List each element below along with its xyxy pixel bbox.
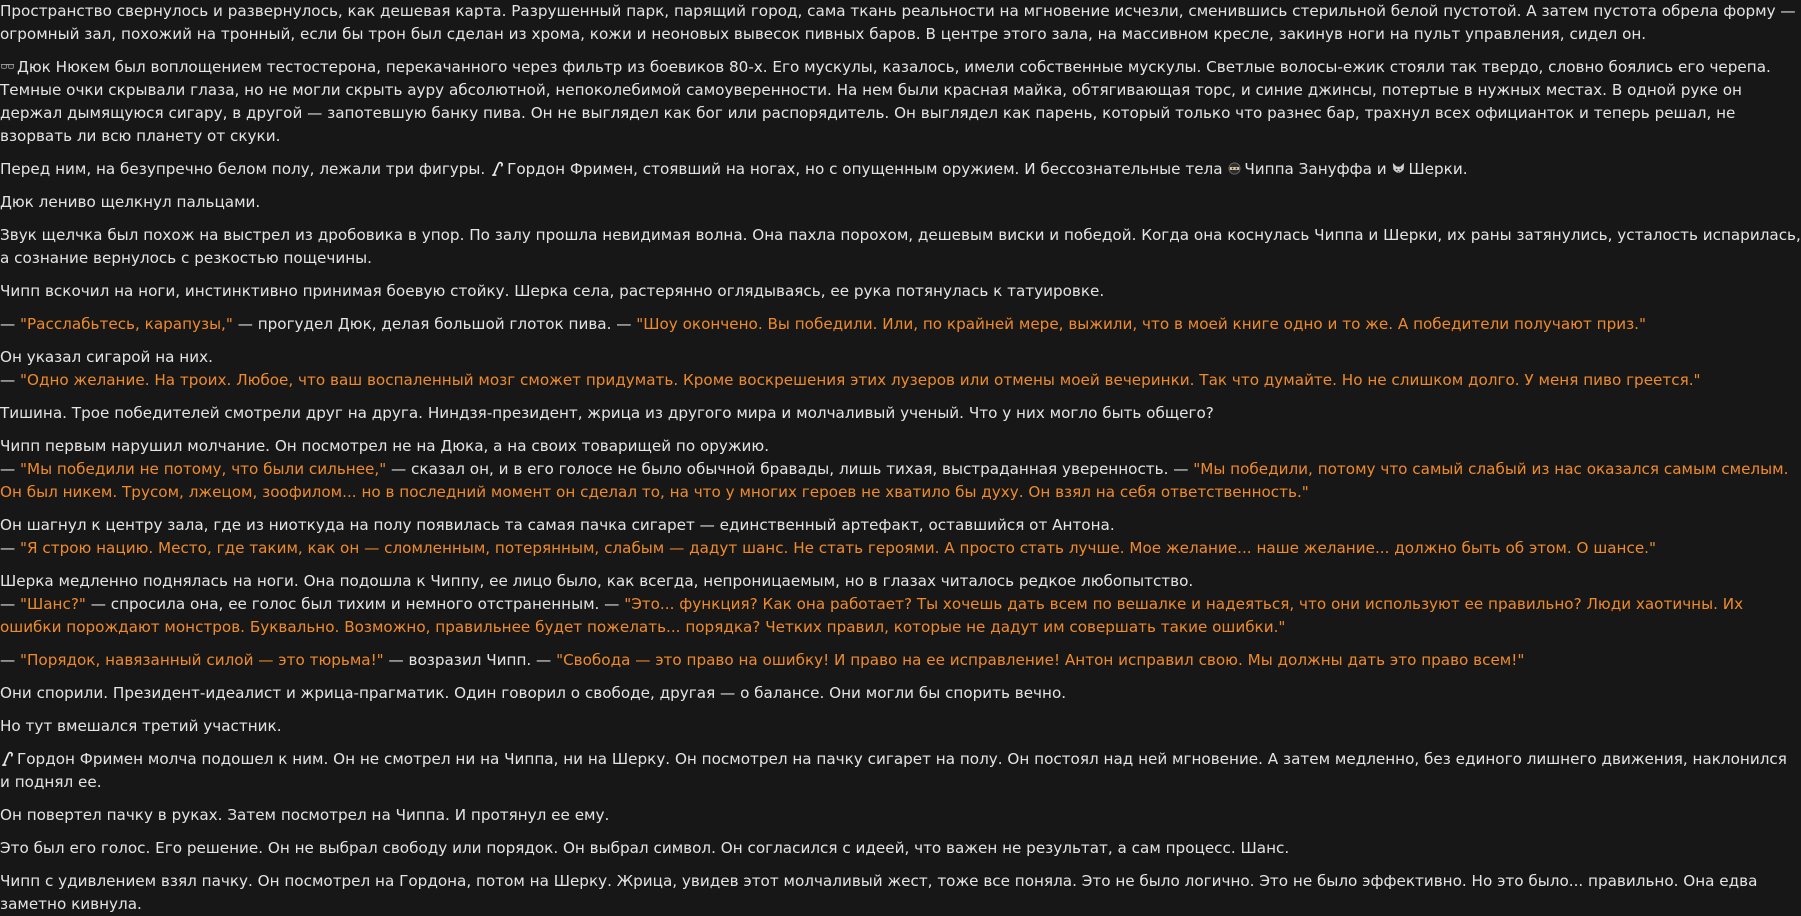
dialogue-quote: "Я строю нацию. Место, где таким, как он — сломленным, потерянным, слабым — дадут шанс. Не стать героями. А просто стать лучше. Мое желание... наше желание... должно быть об этом. О шансе." (20, 539, 1656, 557)
narration-text: — сказал он, и в его голосе не было обычной бравады, лишь тихая, выстраданная уверенность. — (386, 460, 1194, 478)
narration-text: Чипп с удивлением взял пачку. Он посмотрел на Гордона, потом на Шерку. Жрица, увидев этот молчаливый жест, тоже все поняла. Это не было логично. Это не было эффективно. Но это было... правильно. Она едва заметно кивнула. (0, 872, 1758, 913)
narration-text: Тишина. Трое победителей смотрели друг на друга. Ниндзя-президент, жрица из другого мира и молчаливый ученый. Что у них могло быть общего? (0, 404, 1214, 422)
narration-text: — спросила она, ее голос был тихим и немного отстраненным. — (85, 595, 625, 613)
narration-text: — (0, 539, 21, 557)
narration-text: Он указал сигарой на них. (0, 348, 213, 366)
narration-text: — возразил Чипп. — (383, 651, 557, 669)
paragraph (0, 313, 1801, 336)
dialogue-quote: "Шанс?" (20, 595, 86, 613)
narration-text: Он шагнул к центру зала, где из ниоткуда на полу появилась та самая пачка сигарет — единственный артефакт, оставшийся от Антона. (0, 516, 1115, 534)
narration-text: Гордон Фримен, стоявший на ногах, но с опущенным оружием. И бессознательные тела (507, 160, 1228, 178)
narration-text: Чиппа Зануффа и (1244, 160, 1392, 178)
paragraph (0, 435, 1801, 458)
dialogue-quote: "Мы победили не потому, что были сильнее," (20, 460, 387, 478)
dialogue-quote: "Шоу окончено. Вы победили. Или, по крайней мере, выжили, что в моей книге одно и то же. А победители получают приз." (636, 315, 1646, 333)
paragraph (0, 804, 1801, 827)
narration-text: Но тут вмешался третий участник. (0, 717, 282, 735)
narration-text: — (0, 651, 21, 669)
dialogue-quote: "Мы победили, потому что самый слабый из нас оказался самым смелым. Он был никем. Трусом, лжецом, зоофилом... но в последний момент он сделал то, на что у многих героев не хватило бы духу. Он взял на себя ответственность." (0, 460, 1789, 501)
dialogue-quote: "Расслабьтесь, карапузы," (20, 315, 233, 333)
fox-icon (1391, 161, 1406, 176)
dialogue-quote: "Порядок, навязанный силой — это тюрьма!" (20, 651, 384, 669)
narration-text: — (0, 315, 21, 333)
paragraph (0, 570, 1801, 593)
narration-text: Дюк лениво щелкнул пальцами. (0, 193, 261, 211)
crowbar-icon (490, 161, 505, 176)
paragraph (0, 593, 1801, 639)
narration-text: Звук щелчка был похож на выстрел из дробовика в упор. По залу прошла невидимая волна. Она пахла порохом, дешевым виски и победой. Когда она коснулась Чиппа и Шерки, их раны затянулись, усталость испарилась, а сознание вернулось с резкостью пощечины. (0, 226, 1801, 267)
paragraph (0, 191, 1801, 214)
paragraph (0, 224, 1801, 270)
narration-text: — (0, 371, 21, 389)
ninja-icon (1227, 161, 1242, 176)
dialogue-quote: "Это... функция? Как она работает? Ты хочешь дать всем по вешалке и надеяться, что они используют ее правильно? Люди хаотичны. Их ошибки порождают монстров. Буквально. Возможно, правильнее будет пожелать... порядка? Четких правил, которые не дадут им совершать такие ошибки." (0, 595, 1744, 636)
paragraph (0, 870, 1801, 916)
narration-text: Гордон Фримен молча подошел к ним. Он не смотрел ни на Чиппа, ни на Шерку. Он посмотрел на пачку сигарет на полу. Он постоял над ней мгновение. А затем медленно, без единого лишнего движения, наклонился и поднял ее. (0, 750, 1787, 791)
paragraph (0, 458, 1801, 504)
paragraph (0, 346, 1801, 369)
sunglasses-icon (0, 59, 15, 74)
narration-text: — (0, 595, 21, 613)
narration-text: Они спорили. Президент-идеалист и жрица-прагматик. Один говорил о свободе, другая — о балансе. Они могли бы спорить вечно. (0, 684, 1067, 702)
paragraph (0, 715, 1801, 738)
paragraph (0, 537, 1801, 560)
paragraph (0, 649, 1801, 672)
narration-text: Шерки. (1408, 160, 1468, 178)
narration-text: — (0, 460, 21, 478)
narration-text: Чипп вскочил на ноги, инстинктивно принимая боевую стойку. Шерка села, растерянно оглядываясь, ее рука потянулась к татуировке. (0, 282, 1105, 300)
paragraph (0, 369, 1801, 392)
paragraph (0, 56, 1801, 148)
paragraph (0, 748, 1801, 794)
narration-text: Дюк Нюкем был воплощением тестостерона, перекачанного через фильтр из боевиков 80-х. Его мускулы, казалось, имели собственные мускулы. Светлые волосы-ежик стояли так твердо, словно боялись его черепа. Темные очки скрывали глаза, но не могли скрыть ауру абсолютной, непоколебимой самоуверенности. На нем были красная майка, обтягивающая торс, и синие джинсы, потертые в нужных местах. В одной руке он держал дымящуюся сигару, в другой — запотевшую банку пива. Он не выглядел как бог или распорядитель. Он выглядел как парень, который только что разнес бар, трахнул всех официанток и теперь решал, не взорвать ли всю планету от скуки. (0, 58, 1771, 145)
crowbar-icon (0, 751, 15, 766)
narration-text: Чипп первым нарушил молчание. Он посмотрел не на Дюка, а на своих товарищей по оружию. (0, 437, 770, 455)
paragraph (0, 837, 1801, 860)
narration-text: — прогудел Дюк, делая большой глоток пива. — (232, 315, 637, 333)
narration-text: Перед ним, на безупречно белом полу, лежали три фигуры. (0, 160, 491, 178)
paragraph (0, 682, 1801, 705)
dialogue-quote: "Свобода — это право на ошибку! И право на ее исправление! Антон исправил свою. Мы должны дать это право всем!" (556, 651, 1525, 669)
paragraph (0, 158, 1801, 181)
narration-text: Он повертел пачку в руках. Затем посмотрел на Чиппа. И протянул ее ему. (0, 806, 610, 824)
narration-text: Пространство свернулось и развернулось, как дешевая карта. Разрушенный парк, парящий город, сама ткань реальности на мгновение исчезли, сменившись стерильной белой пустотой. А затем пустота обрела форму — огромный зал, похожий на тронный, если бы трон был сделан из хрома, кожи и неоновых вывесок пивных баров. В центре этого зала, на массивном кресле, закинув ноги на пульт управления, сидел он. (0, 2, 1796, 43)
paragraph (0, 514, 1801, 537)
narration-text: Шерка медленно поднялась на ноги. Она подошла к Чиппу, ее лицо было, как всегда, непроницаемым, но в глазах читалось редкое любопытство. (0, 572, 1194, 590)
narration-text: Это был его голос. Его решение. Он не выбрал свободу или порядок. Он выбрал символ. Он согласился с идеей, что важен не результат, а сам процесс. Шанс. (0, 839, 1290, 857)
paragraph (0, 280, 1801, 303)
dialogue-quote: "Одно желание. На троих. Любое, что ваш воспаленный мозг сможет придумать. Кроме воскрешения этих лузеров или отмены моей вечеринки. Так что думайте. Но не слишком долго. У меня пиво греется." (20, 371, 1701, 389)
paragraph (0, 0, 1801, 46)
paragraph (0, 402, 1801, 425)
